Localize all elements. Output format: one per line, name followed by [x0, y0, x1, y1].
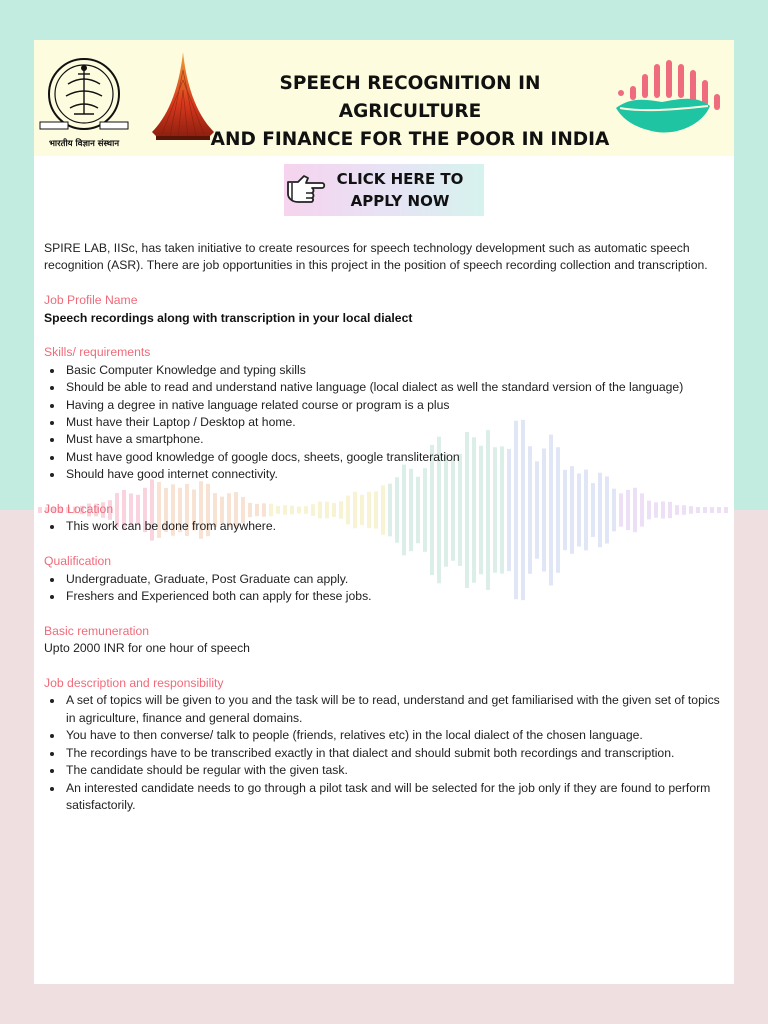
responsibility-list [44, 692, 720, 814]
list-item: • Must have their Laptop / Desktop at home. [64, 414, 720, 431]
speech-lips-icon [612, 56, 728, 140]
list-item: • Should be able to read and understand native language (local dialect as well the standard version of the language) [64, 379, 720, 396]
list-item: • The recordings have to be transcribed exactly in that dialect and should submit both recordings and transcription. [64, 745, 720, 762]
list-item: • You have to then converse/ talk to people (friends, relatives etc) in the local dialect of the chosen language. [64, 727, 720, 744]
list-item: • Must have a smartphone. [64, 431, 720, 448]
emblem-caption: भारतीय विज्ञान संस्थान [48, 139, 120, 149]
job-profile-value: Speech recordings along with transcription in your local dialect [44, 310, 413, 325]
apply-label-line-1: CLICK HERE TO [336, 170, 464, 188]
list-item: • Freshers and Experienced both can apply for these jobs. [64, 588, 720, 605]
apply-label-line-2: APPLY NOW [350, 192, 450, 210]
qualification-list [44, 571, 720, 606]
location-list [44, 518, 720, 535]
wave-bar [38, 507, 42, 513]
list-item: • Having a degree in native language related course or program is a plus [64, 397, 720, 414]
remuneration-heading: Basic remuneration [44, 623, 149, 638]
title-line-2: AND FINANCE FOR THE POOR IN INDIA [210, 129, 610, 150]
page-title [206, 70, 614, 154]
location-heading: Job Location [44, 502, 114, 517]
job-profile-heading: Job Profile Name [44, 293, 138, 308]
job-post-card [34, 40, 734, 984]
intro-text: SPIRE LAB, IISc, has taken initiative to create resources for speech technology development such as automatic speech recognition (ASR). There are job opportunities in this project in the position of speech recording collection and transcription. [44, 241, 708, 273]
list-item: • The candidate should be regular with the given task. [64, 762, 720, 779]
title-line-1: SPEECH RECOGNITION IN AGRICULTURE [279, 73, 541, 122]
list-item: • This work can be done from anywhere. [64, 518, 720, 535]
skills-heading: Skills/ requirements [44, 345, 151, 360]
responsibility-heading: Job description and responsibility [44, 676, 224, 691]
skills-list [44, 362, 720, 484]
apply-label[interactable] [328, 168, 472, 212]
wave-bar [724, 507, 728, 513]
list-item: • A set of topics will be given to you and the task will be to read, understand and get familiarised with the given set of topics in agriculture, finance and general domains. [64, 692, 720, 727]
job-details [44, 240, 720, 814]
list-item: • An interested candidate needs to go through a pilot task and will be selected for the job only if they are found to perform satisfactorily. [64, 780, 720, 815]
iisc-emblem-icon [38, 54, 130, 140]
pointing-hand-icon [284, 170, 326, 210]
apply-now-button[interactable] [284, 164, 484, 216]
list-item: • Must have good knowledge of google docs, sheets, google transliteration [64, 449, 720, 466]
list-item: • Undergraduate, Graduate, Post Graduate can apply. [64, 571, 720, 588]
list-item: • Should have good internet connectivity. [64, 466, 720, 483]
header-banner [34, 40, 734, 156]
remuneration-value: Upto 2000 INR for one hour of speech [44, 641, 250, 656]
qualification-heading: Qualification [44, 554, 112, 569]
list-item: • Basic Computer Knowledge and typing skills [64, 362, 720, 379]
